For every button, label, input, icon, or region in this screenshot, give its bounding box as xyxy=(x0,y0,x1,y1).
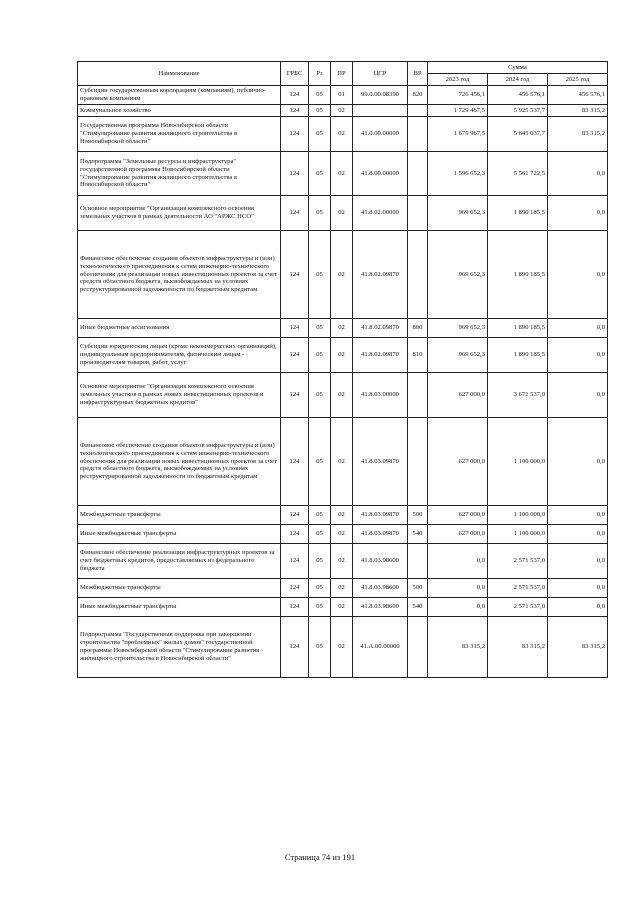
cell-y2025: 0,0 xyxy=(548,152,608,196)
cell-rz: 05 xyxy=(309,152,331,196)
cell-name: Финансовое обеспечение реализации инфраструктурных проектов за счет бюджетных кредитов, предоставляемых из федерального бюджета xyxy=(78,544,281,579)
cell-rz: 05 xyxy=(309,319,331,338)
cell-y2023: 0,0 xyxy=(428,579,488,598)
col-header-grbs: ГРБС xyxy=(281,62,309,86)
table-row xyxy=(78,231,608,319)
table-row xyxy=(78,117,608,152)
cell-vr xyxy=(408,196,428,231)
cell-vr xyxy=(408,544,428,579)
cell-rz: 05 xyxy=(309,525,331,544)
cell-y2024: 2 571 537,0 xyxy=(488,579,548,598)
col-header-2024: 2024 год xyxy=(488,74,548,86)
cell-csr: 41.8.02.09870 xyxy=(353,338,408,373)
cell-pr: 02 xyxy=(331,105,353,117)
cell-pr: 02 xyxy=(331,152,353,196)
table-row xyxy=(78,105,608,117)
cell-name: Подпрограмма "Государственная поддержка при завершении строительства "проблемных" жилых домов" государственной программы Новосибирской области "Стимулирование развития жилищного строительства в Новосибирской области" xyxy=(78,617,281,678)
cell-name: Коммунальное хозяйство xyxy=(78,105,281,117)
col-header-2025: 2025 год xyxy=(548,74,608,86)
cell-csr: 41.8.03.98600 xyxy=(353,598,408,617)
cell-y2024: 2 571 537,0 xyxy=(488,544,548,579)
cell-vr xyxy=(408,373,428,418)
cell-rz: 05 xyxy=(309,105,331,117)
cell-pr: 02 xyxy=(331,525,353,544)
cell-y2023: 969 652,3 xyxy=(428,319,488,338)
cell-pr: 02 xyxy=(331,338,353,373)
cell-y2025: 0,0 xyxy=(548,506,608,525)
table-row xyxy=(78,506,608,525)
cell-rz: 05 xyxy=(309,579,331,598)
cell-y2023: 969 652,3 xyxy=(428,231,488,319)
table-row xyxy=(78,196,608,231)
cell-csr: 41.8.02.09870 xyxy=(353,231,408,319)
cell-y2024: 5 645 037,7 xyxy=(488,117,548,152)
col-header-rz: Рз xyxy=(309,62,331,86)
table-row xyxy=(78,373,608,418)
cell-rz: 05 xyxy=(309,231,331,319)
cell-grbs: 124 xyxy=(281,598,309,617)
cell-rz: 05 xyxy=(309,598,331,617)
cell-csr: 41.8.02.09870 xyxy=(353,319,408,338)
cell-pr: 02 xyxy=(331,579,353,598)
cell-y2024: 1 890 185,5 xyxy=(488,338,548,373)
cell-y2025: 0,0 xyxy=(548,544,608,579)
cell-vr xyxy=(408,117,428,152)
cell-y2024: 5 561 722,5 xyxy=(488,152,548,196)
cell-grbs: 124 xyxy=(281,544,309,579)
cell-rz: 05 xyxy=(309,506,331,525)
cell-y2025: 0,0 xyxy=(548,373,608,418)
cell-grbs: 124 xyxy=(281,319,309,338)
cell-vr: 500 xyxy=(408,506,428,525)
cell-csr: 41.8.03.09870 xyxy=(353,525,408,544)
cell-y2023: 627 000,0 xyxy=(428,373,488,418)
cell-y2025: 83 315,2 xyxy=(548,105,608,117)
cell-name: Иные межбюджетные трансферты xyxy=(78,525,281,544)
cell-y2024: 2 571 537,0 xyxy=(488,598,548,617)
cell-rz: 05 xyxy=(309,418,331,506)
cell-y2023: 726 456,1 xyxy=(428,86,488,105)
table-row xyxy=(78,617,608,678)
cell-vr: 540 xyxy=(408,598,428,617)
cell-name: Финансовое обеспечение создания объектов инфраструктуры и (или) технологического присоединения к сетям инженерно-технического обеспечения для реализации новых инвестиционных проектов за счет средств областного бюджета, высвобождаемых на условиях реструктурированной задолженности по бюджетным кредитам xyxy=(78,418,281,506)
cell-pr: 01 xyxy=(331,86,353,105)
cell-y2025: 0,0 xyxy=(548,319,608,338)
cell-pr: 02 xyxy=(331,506,353,525)
cell-y2023: 0,0 xyxy=(428,544,488,579)
cell-csr: 41.8.03.98600 xyxy=(353,544,408,579)
col-header-pr: ПР xyxy=(331,62,353,86)
cell-y2023: 627 000,0 xyxy=(428,525,488,544)
table-row xyxy=(78,525,608,544)
cell-pr: 02 xyxy=(331,319,353,338)
cell-grbs: 124 xyxy=(281,525,309,544)
cell-name: Подпрограмма "Земельные ресурсы и инфраструктура" государственной программы Новосибирской области "Стимулирование развития жилищного строительства в Новосибирской области" xyxy=(78,152,281,196)
cell-grbs: 124 xyxy=(281,579,309,598)
table-row xyxy=(78,544,608,579)
cell-rz: 05 xyxy=(309,86,331,105)
cell-grbs: 124 xyxy=(281,152,309,196)
cell-csr: 41.A.00.00000 xyxy=(353,617,408,678)
cell-vr: 800 xyxy=(408,319,428,338)
cell-rz: 05 xyxy=(309,338,331,373)
cell-name: Государственная программа Новосибирской области "Стимулирование развития жилищного строительства в Новосибирской области" xyxy=(78,117,281,152)
cell-name: Субсидии государственным корпорациям (компаниям), публично-правовым компаниям xyxy=(78,86,281,105)
cell-y2024: 3 671 537,0 xyxy=(488,373,548,418)
cell-y2024: 83 315,2 xyxy=(488,617,548,678)
cell-y2025: 0,0 xyxy=(548,525,608,544)
cell-y2023: 1 729 467,5 xyxy=(428,105,488,117)
cell-name: Основное мероприятие "Организация комплексного освоения земельных участков в рамках новых инвестиционных проектов и инфраструктурных бюджетных кредитов" xyxy=(78,373,281,418)
cell-y2025: 0,0 xyxy=(548,598,608,617)
cell-pr: 02 xyxy=(331,196,353,231)
table-row xyxy=(78,338,608,373)
cell-y2024: 1 100 000,0 xyxy=(488,506,548,525)
cell-name: Иные межбюджетные трансферты xyxy=(78,598,281,617)
cell-vr xyxy=(408,152,428,196)
table-row xyxy=(78,579,608,598)
cell-csr: 41.8.00.00000 xyxy=(353,152,408,196)
cell-y2024: 1 100 000,0 xyxy=(488,525,548,544)
cell-y2023: 627 000,0 xyxy=(428,506,488,525)
cell-grbs: 124 xyxy=(281,196,309,231)
cell-pr: 02 xyxy=(331,617,353,678)
cell-rz: 05 xyxy=(309,196,331,231)
cell-y2023: 969 652,3 xyxy=(428,196,488,231)
cell-rz: 05 xyxy=(309,117,331,152)
col-header-sum: Сумма xyxy=(428,62,608,74)
cell-name: Субсидии юридическим лицам (кроме некоммерческих организаций), индивидуальным предпринимателям, физическим лицам - производителям товаров, работ, услуг xyxy=(78,338,281,373)
cell-vr xyxy=(408,105,428,117)
cell-vr xyxy=(408,418,428,506)
cell-csr: 41.8.03.00000 xyxy=(353,373,408,418)
cell-y2024: 456 576,1 xyxy=(488,86,548,105)
cell-name: Межбюджетные трансферты xyxy=(78,579,281,598)
cell-y2024: 5 925 537,7 xyxy=(488,105,548,117)
cell-vr: 500 xyxy=(408,579,428,598)
cell-y2023: 83 315,2 xyxy=(428,617,488,678)
cell-csr: 99.0.00.08390 xyxy=(353,86,408,105)
cell-vr xyxy=(408,231,428,319)
cell-csr: 41.8.03.09870 xyxy=(353,418,408,506)
cell-vr: 810 xyxy=(408,338,428,373)
col-header-csr: ЦСР xyxy=(353,62,408,86)
cell-grbs: 124 xyxy=(281,373,309,418)
col-header-2023: 2023 год xyxy=(428,74,488,86)
cell-y2024: 1 890 185,5 xyxy=(488,196,548,231)
cell-y2025: 456 576,1 xyxy=(548,86,608,105)
cell-y2023: 627 000,0 xyxy=(428,418,488,506)
cell-pr: 02 xyxy=(331,231,353,319)
cell-rz: 05 xyxy=(309,373,331,418)
cell-grbs: 124 xyxy=(281,105,309,117)
cell-name: Основное мероприятие "Организация комплексного освоения земельных участков в рамках деятельности АО "АРЖС НСО" xyxy=(78,196,281,231)
cell-csr: 41.0.00.00000 xyxy=(353,117,408,152)
table-row xyxy=(78,418,608,506)
cell-grbs: 124 xyxy=(281,506,309,525)
cell-vr: 820 xyxy=(408,86,428,105)
cell-grbs: 124 xyxy=(281,338,309,373)
cell-y2025: 0,0 xyxy=(548,231,608,319)
cell-vr: 540 xyxy=(408,525,428,544)
cell-grbs: 124 xyxy=(281,617,309,678)
cell-grbs: 124 xyxy=(281,117,309,152)
cell-y2023: 1 596 652,3 xyxy=(428,152,488,196)
cell-pr: 02 xyxy=(331,544,353,579)
cell-pr: 02 xyxy=(331,373,353,418)
cell-vr xyxy=(408,617,428,678)
cell-grbs: 124 xyxy=(281,231,309,319)
cell-csr xyxy=(353,105,408,117)
cell-rz: 05 xyxy=(309,544,331,579)
cell-csr: 41.8.03.98600 xyxy=(353,579,408,598)
table-row xyxy=(78,86,608,105)
table-row xyxy=(78,598,608,617)
cell-name: Финансовое обеспечение создания объектов инфраструктуры и (или) технологического присоединения к сетям инженерно-технического обеспечения для реализации новых инвестиционных проектов за счет средств областного бюджета, высвобождаемых на условиях реструктурированной задолженности по бюджетным кредитам xyxy=(78,231,281,319)
cell-y2025: 0,0 xyxy=(548,196,608,231)
table-row xyxy=(78,319,608,338)
cell-rz: 05 xyxy=(309,617,331,678)
cell-y2025: 0,0 xyxy=(548,338,608,373)
col-header-name: Наименование xyxy=(78,62,281,86)
cell-y2025: 0,0 xyxy=(548,418,608,506)
col-header-vr: ВР xyxy=(408,62,428,86)
table-row xyxy=(78,152,608,196)
cell-name: Иные бюджетные ассигнования xyxy=(78,319,281,338)
cell-pr: 02 xyxy=(331,117,353,152)
cell-csr: 41.8.03.09870 xyxy=(353,506,408,525)
cell-pr: 02 xyxy=(331,418,353,506)
cell-pr: 02 xyxy=(331,598,353,617)
cell-y2024: 1 890 185,5 xyxy=(488,319,548,338)
cell-csr: 41.8.02.00000 xyxy=(353,196,408,231)
cell-y2023: 1 679 967,5 xyxy=(428,117,488,152)
cell-name: Межбюджетные трансферты xyxy=(78,506,281,525)
cell-grbs: 124 xyxy=(281,86,309,105)
cell-grbs: 124 xyxy=(281,418,309,506)
cell-y2025: 83 315,2 xyxy=(548,617,608,678)
budget-table xyxy=(77,61,608,678)
cell-y2025: 0,0 xyxy=(548,579,608,598)
cell-y2024: 1 890 185,5 xyxy=(488,231,548,319)
cell-y2023: 0,0 xyxy=(428,598,488,617)
cell-y2024: 1 100 000,0 xyxy=(488,418,548,506)
page-number: Страница 74 из 191 xyxy=(284,852,356,862)
cell-y2025: 83 315,2 xyxy=(548,117,608,152)
cell-y2023: 969 652,3 xyxy=(428,338,488,373)
